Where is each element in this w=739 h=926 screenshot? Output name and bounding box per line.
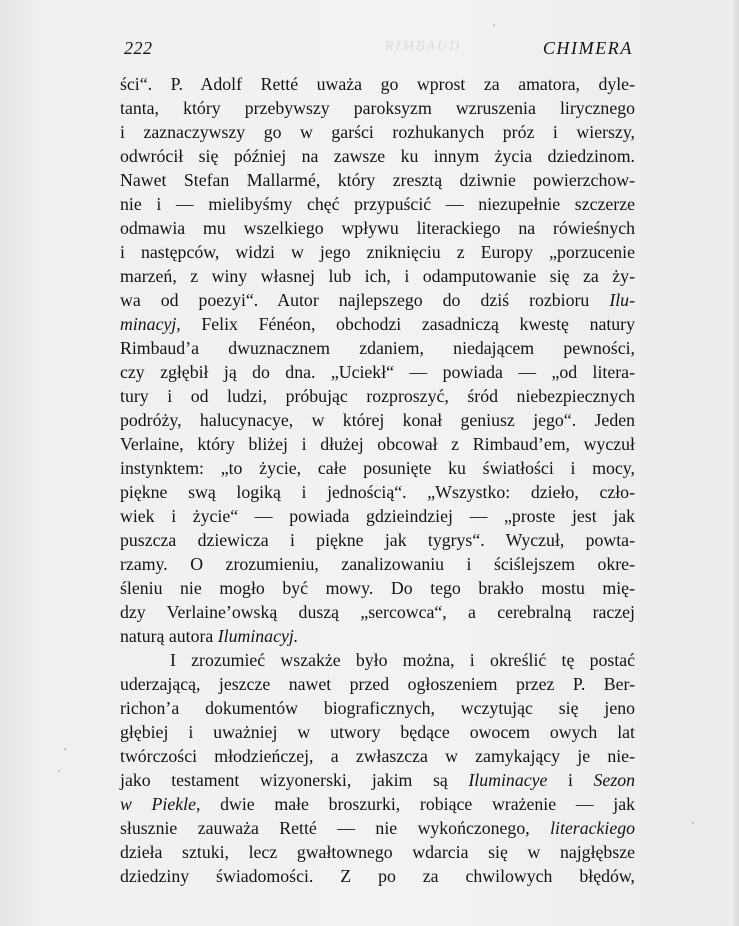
italic-segment: Sezon [593, 770, 636, 790]
text-segment: I zrozumieć wszakże było można, i określić tę postać [170, 650, 635, 670]
text-segment: Rimbaud’a dwuznacznem zdaniem, niedającem pewności, [120, 338, 635, 358]
text-segment: czy zgłębił ją do dna. „Uciekł“ — powiada — „od litera- [120, 362, 635, 382]
text-line [120, 600, 635, 624]
text-line [120, 312, 635, 336]
text-line [120, 144, 635, 168]
text-segment: dziedziny świadomości. Z po za chwilowych błędów, [120, 866, 635, 886]
text-segment: podróży, halucynacye, w której konał geniusz jego“. Jeden [120, 410, 635, 430]
text-line [120, 336, 635, 360]
italic-segment: minacyj, [120, 314, 181, 334]
text-segment: twórczości młodzieńczej, a zwłaszcza w zamykający je nie- [120, 746, 635, 766]
text-line [120, 240, 635, 264]
text-segment: piękne swą logiką i jednością“. „Wszystko: dzieło, czło- [120, 482, 635, 502]
text-segment: dwie małe broszurki, robiące wrażenie — jak [200, 794, 635, 814]
text-segment: Nawet Stefan Mallarmé, który zresztą dziwnie powierzchow- [120, 170, 635, 190]
text-segment: słusznie zauważa Retté — nie wykończonego, [120, 818, 551, 838]
text-segment: śleniu nie mogło być mowy. Do tego brakło mostu mię- [120, 578, 635, 598]
running-header [124, 38, 633, 60]
text-segment: wiek i życie“ — powiada gdzieindziej — „proste jest jak [120, 506, 635, 526]
text-segment: tury i od ludzi, próbując rozproszyć, śród niebezpiecznych [120, 386, 635, 406]
text-line [120, 648, 635, 672]
text-segment: Felix Fénéon, obchodzi zasadniczą kwestę natury [180, 314, 635, 334]
text-line [120, 216, 635, 240]
text-line [120, 192, 635, 216]
text-line [120, 120, 635, 144]
text-line [120, 528, 635, 552]
text-line [120, 480, 635, 504]
text-segment: jako testament wizyonerski, jakim są [120, 770, 469, 790]
text-line [120, 168, 635, 192]
text-segment: odwrócił się później na zawsze ku innym życia dziedzinom. [120, 146, 635, 166]
body-text [120, 72, 635, 888]
text-segment: puszcza dziewicza i piękne jak tygrys“. Wyczuł, powta- [120, 530, 635, 550]
text-line [120, 576, 635, 600]
text-line [120, 264, 635, 288]
text-segment: nie i — mielibyśmy chęć przypuścić — niezupełnie szczerze [120, 194, 635, 214]
text-line [120, 840, 635, 864]
text-segment: wa od poezyi“. Autor najlepszego do dziś rozbioru [120, 290, 610, 310]
text-segment: Verlaine, który bliżej i dłużej obcował z Rimbaud’em, wyczuł [120, 434, 635, 454]
text-segment: i następców, widzi w jego zniknięciu z Europy „porzucenie [120, 242, 635, 262]
text-segment: dzy Verlaine’owską duszą „sercowca“, a cerebralną raczej [120, 602, 635, 622]
text-line [120, 744, 635, 768]
text-line [120, 768, 635, 792]
page-number: 222 [124, 38, 153, 58]
text-line [120, 792, 635, 816]
page-edge [729, 0, 739, 926]
text-segment: dzieła sztuki, lecz gwałtownego wdarcia się w najgłębsze [120, 842, 635, 862]
text-line [120, 696, 635, 720]
text-line [120, 552, 635, 576]
text-segment: rzamy. O zrozumieniu, zanalizowaniu i ściślejszem okre- [120, 554, 635, 574]
text-line [120, 72, 635, 96]
text-segment: naturą autora [120, 626, 218, 646]
text-segment: ści“. P. Adolf Retté uważa go wprost za amatora, dyle- [120, 74, 635, 94]
text-segment: i zaznaczywszy go w garści rozhukanych próz i wierszy, [120, 122, 635, 142]
text-line [120, 624, 635, 648]
italic-segment: Iluminacyj. [217, 626, 299, 646]
text-line [120, 816, 635, 840]
text-line [120, 456, 635, 480]
text-line [120, 288, 635, 312]
text-segment: uderzającą, jeszcze nawet przed ogłoszeniem przez P. Ber- [120, 674, 635, 694]
text-line [120, 408, 635, 432]
text-segment: i [547, 770, 594, 790]
text-segment: richon’a dokumentów biograficznych, wczytując się jeno [120, 698, 635, 718]
text-line [120, 432, 635, 456]
text-line [120, 384, 635, 408]
text-line [120, 720, 635, 744]
text-segment: tanta, który przebywszy paroksyzm wzruszenia lirycznego [120, 98, 635, 118]
italic-segment: Iluminacye [468, 770, 548, 790]
text-line [120, 864, 635, 888]
running-title: CHIMERA [542, 38, 633, 58]
text-line [120, 96, 635, 120]
italic-segment: w Piekle, [120, 794, 201, 814]
bleed-through-text: RIMBAUD [385, 39, 462, 54]
text-line [120, 360, 635, 384]
text-segment: instynktem: „to życie, całe posunięte ku światłości i mocy, [120, 458, 635, 478]
text-line [120, 504, 635, 528]
text-segment: głębiej i uważniej w utwory będące owocem owych lat [120, 722, 635, 742]
text-segment: odmawia mu wszelkiego wpływu literackiego na rówieśnych [120, 218, 635, 238]
text-line [120, 672, 635, 696]
italic-segment: Ilu- [609, 290, 635, 310]
italic-segment: literackiego [550, 818, 635, 838]
text-segment: marzeń, z winy własnej lub ich, i odamputowanie się za ży- [120, 266, 635, 286]
